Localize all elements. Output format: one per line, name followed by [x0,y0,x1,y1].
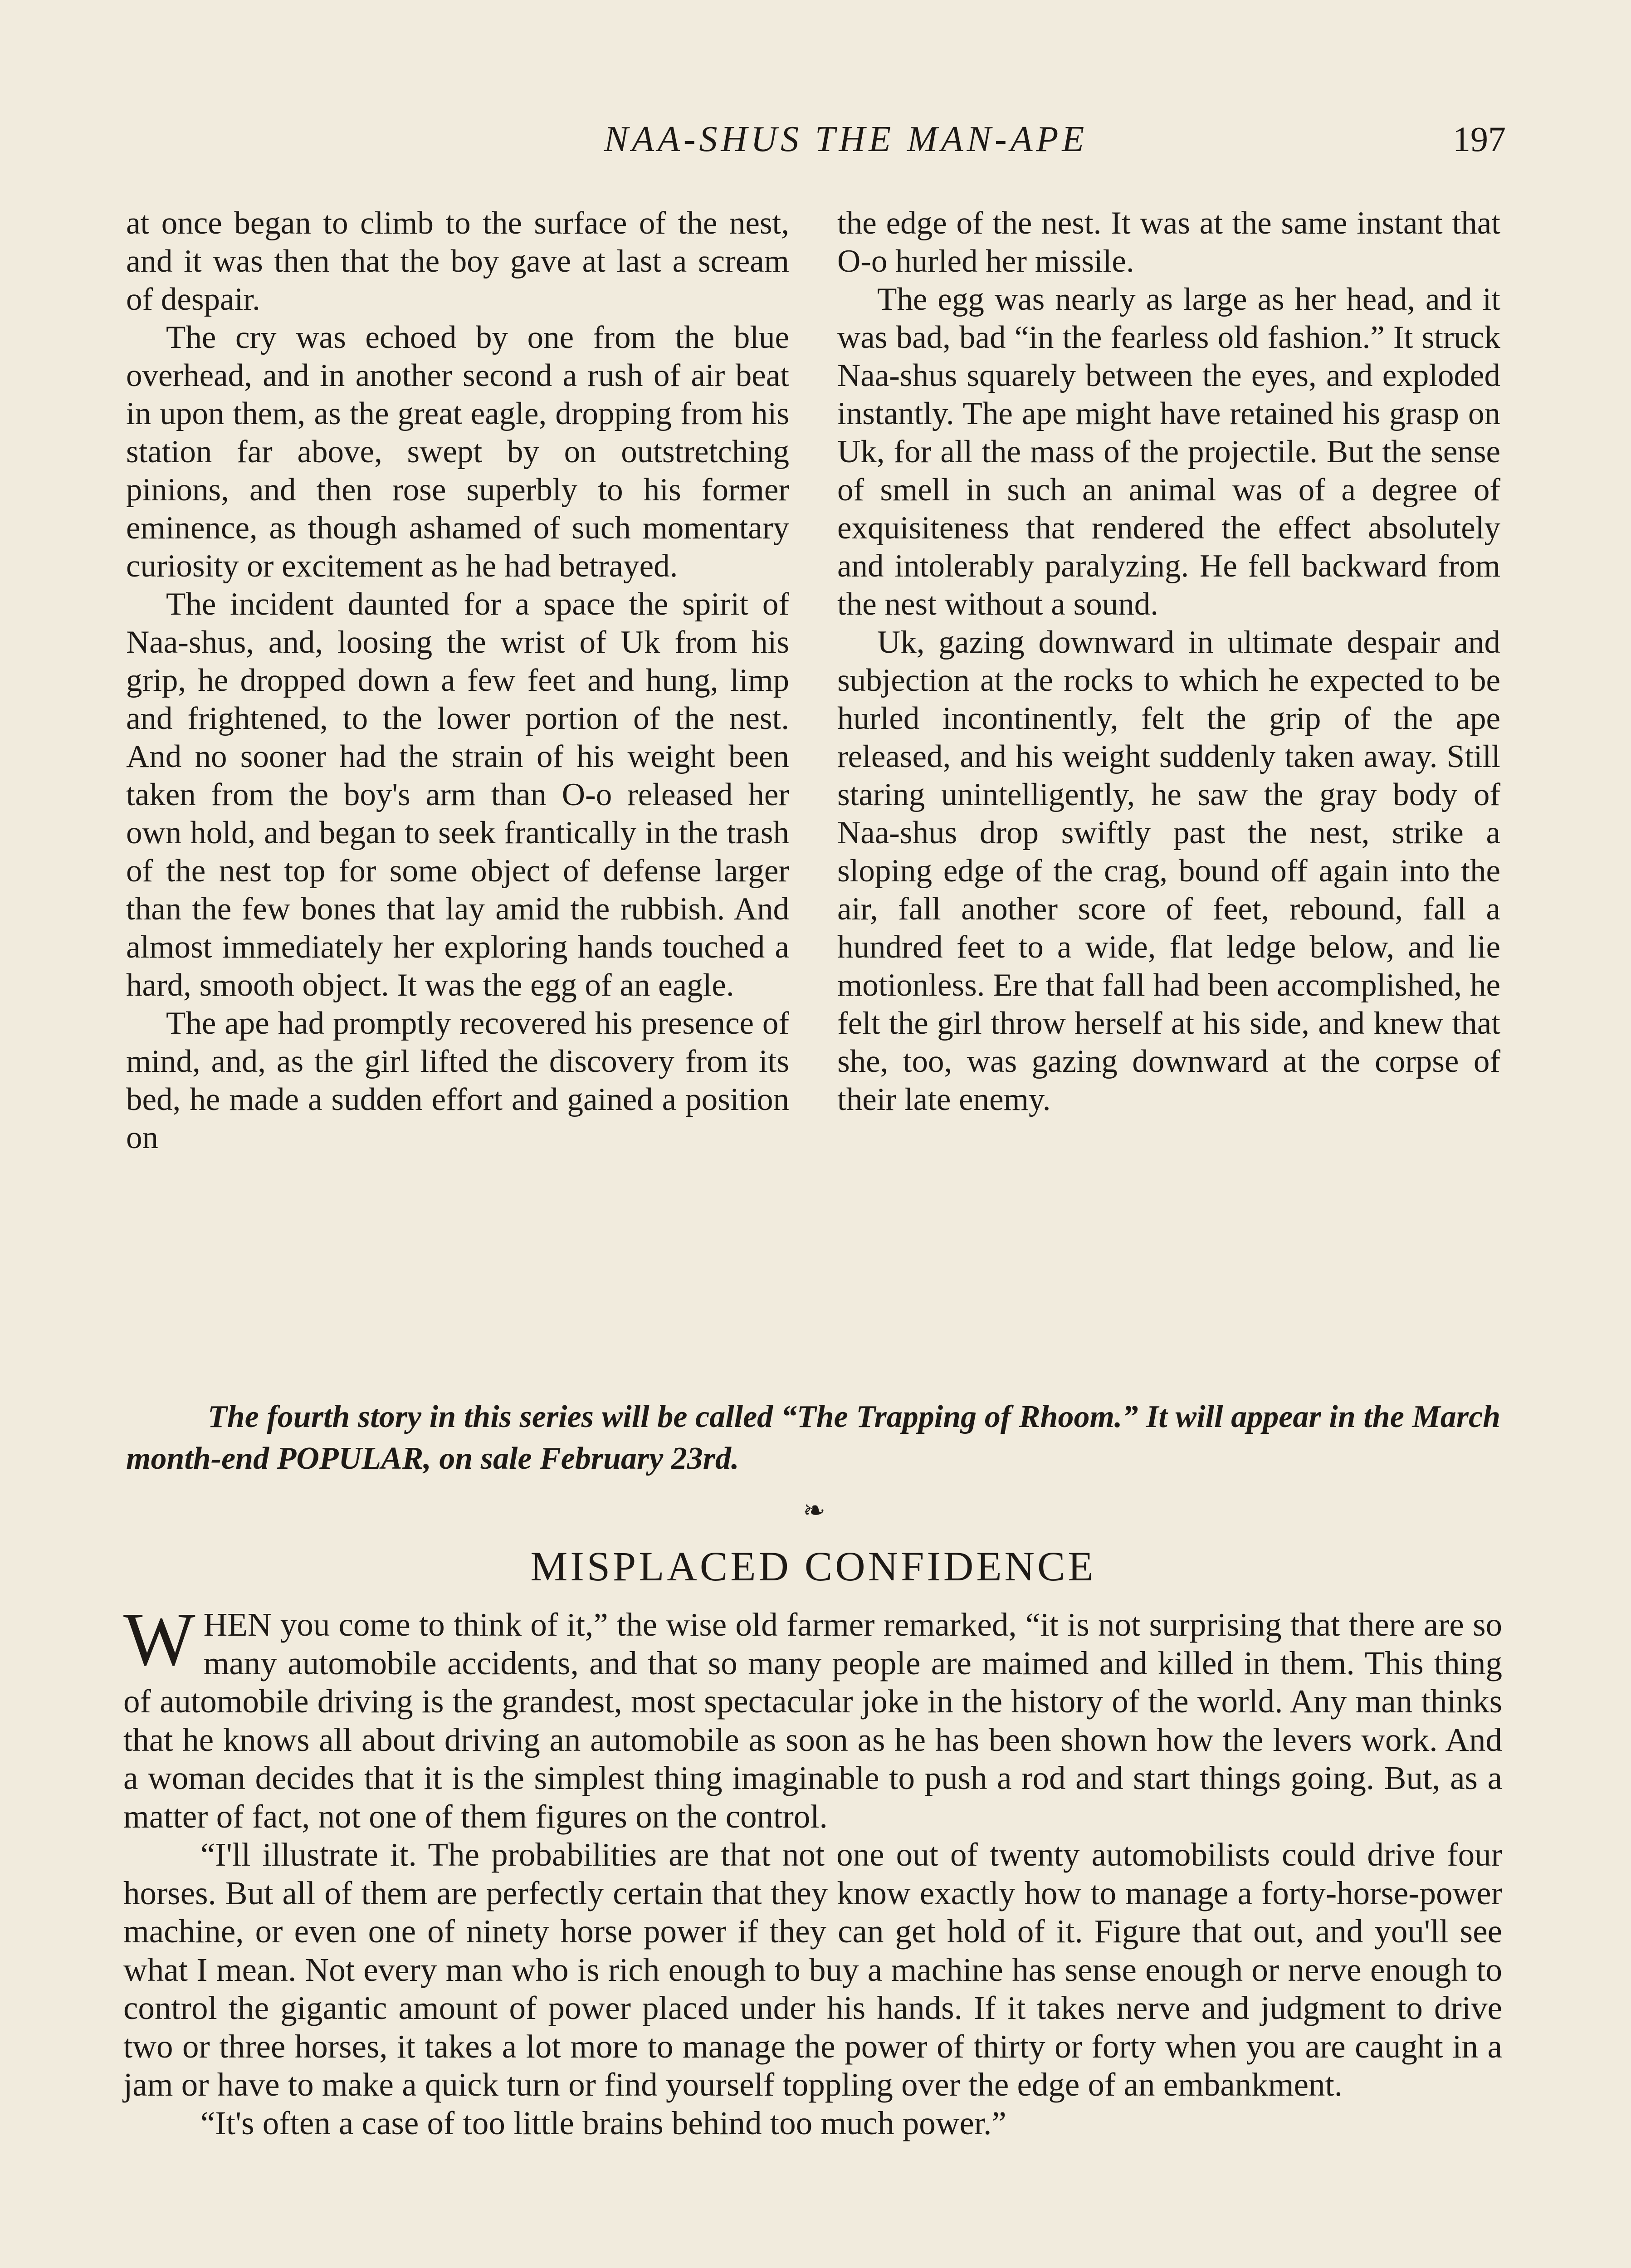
story-paragraph: The incident daunted for a space the spirit of Naa-shus, and, loosing the wrist of Uk from his grip, he dropped down a few feet and hung, limp and frightened, to the lower portion of the nest. And no sooner had the strain of his weight been taken from the boy's arm than O-o released her own hold, and began to seek frantically in the trash of the nest top for some object of defense larger than the few bones that lay amid the rubbish. And almost immediately her exploring hands touched a hard, smooth object. It was the egg of an eagle. [126,587,789,1003]
article-paragraph-text: HEN you come to think of it,” the wise old farmer remarked, “it is not surprising that there are so many automobile accidents, and that so many people are maimed and killed in them. This thing of automobile driving is the grandest, most spectacular joke in the history of the world. Any man thinks that he knows all about driving an automobile as soon as he has been shown how the levers work. And a woman decides that it is the simplest thing imaginable to push a rod and start things going. But, as a matter of fact, not one of them figures on the control. [123,1606,1502,1835]
running-head: NAA-SHUS THE MAN-APE [604,119,1088,159]
article-paragraph: “It's often a case of too little brains behind too much power.” [200,2104,1006,2141]
story-paragraph: at once began to climb to the surface of the nest, and it was then that the boy gave at last a scream of despair. [126,205,789,317]
article-title: MISPLACED CONFIDENCE [530,1543,1096,1589]
story-paragraph: The ape had promptly recovered his presence of mind, and, as the girl lifted the discovery from its bed, he made a sudden effort and gained a position on [126,1006,789,1155]
right-column [837,204,1500,1393]
article-body [123,1597,1502,2142]
story-paragraph: Uk, gazing downward in ultimate despair and subjection at the rocks to which he expected to be hurled incontinently, felt the grip of the ape released, and his weight suddenly taken away. Still staring unintelligently, he saw the gray body of Naa-shus drop swiftly past the nest, strike a sloping edge of the crag, bound off again into the air, fall another score of feet, rebound, fall a hundred feet to a wide, flat ledge below, and lie motionless. Ere that fall had been accomplished, he felt the girl throw herself at his side, and knew that she, too, was gazing downward at the corpse of their late enemy. [837,625,1500,1117]
drop-cap: W [123,1597,195,1681]
page-number: 197 [1453,119,1506,159]
fleuron-icon: ❧ [802,1496,826,1525]
editor-note-text: The fourth story in this series will be called “The Trapping of Rhoom.” It will appear in the March month-end POPULAR, on sale February 23rd. [126,1399,1500,1476]
story-paragraph: The egg was nearly as large as her head, and it was bad, bad “in the fearless old fashion.” It struck Naa-shus squarely between the eyes, and exploded instantly. The ape might have retained his grasp on Uk, for all the mass of the projectile. But the sense of smell in such an animal was of a degree of exquisiteness that rendered the effect absolutely and intolerably paralyzing. He fell backward from the nest without a sound. [837,282,1500,622]
editor-note [126,1396,1500,1480]
story-paragraph: the edge of the nest. It was at the same instant that O-o hurled her missile. [837,205,1500,279]
story-columns [126,204,1500,1393]
article-paragraph: “I'll illustrate it. The probabilities are that not one out of twenty automobilists could drive four horses. But all of them are perfectly certain that they know exactly how to manage a forty-horse-power machine, or even one of ninety horse power if they can get hold of it. Figure that out, and you'll see what I mean. Not every man who is rich enough to buy a machine has sense enough or nerve enough to control the gigantic amount of power placed under his hands. If it takes nerve and judgment to drive two or three horses, it takes a lot more to manage the power of thirty or forty when you are caught in a jam or have to make a quick turn or find yourself toppling over the edge of an embankment. [123,1836,1502,2103]
left-column [126,204,789,1393]
article-paragraph [123,1597,1502,1836]
story-paragraph: The cry was echoed by one from the blue overhead, and in another second a rush of air beat in upon them, as the great eagle, dropping from his station far above, swept by on outstretching pinions, and then rose superbly to his former eminence, as though ashamed of such momentary curiosity or excitement as he had betrayed. [126,320,789,584]
